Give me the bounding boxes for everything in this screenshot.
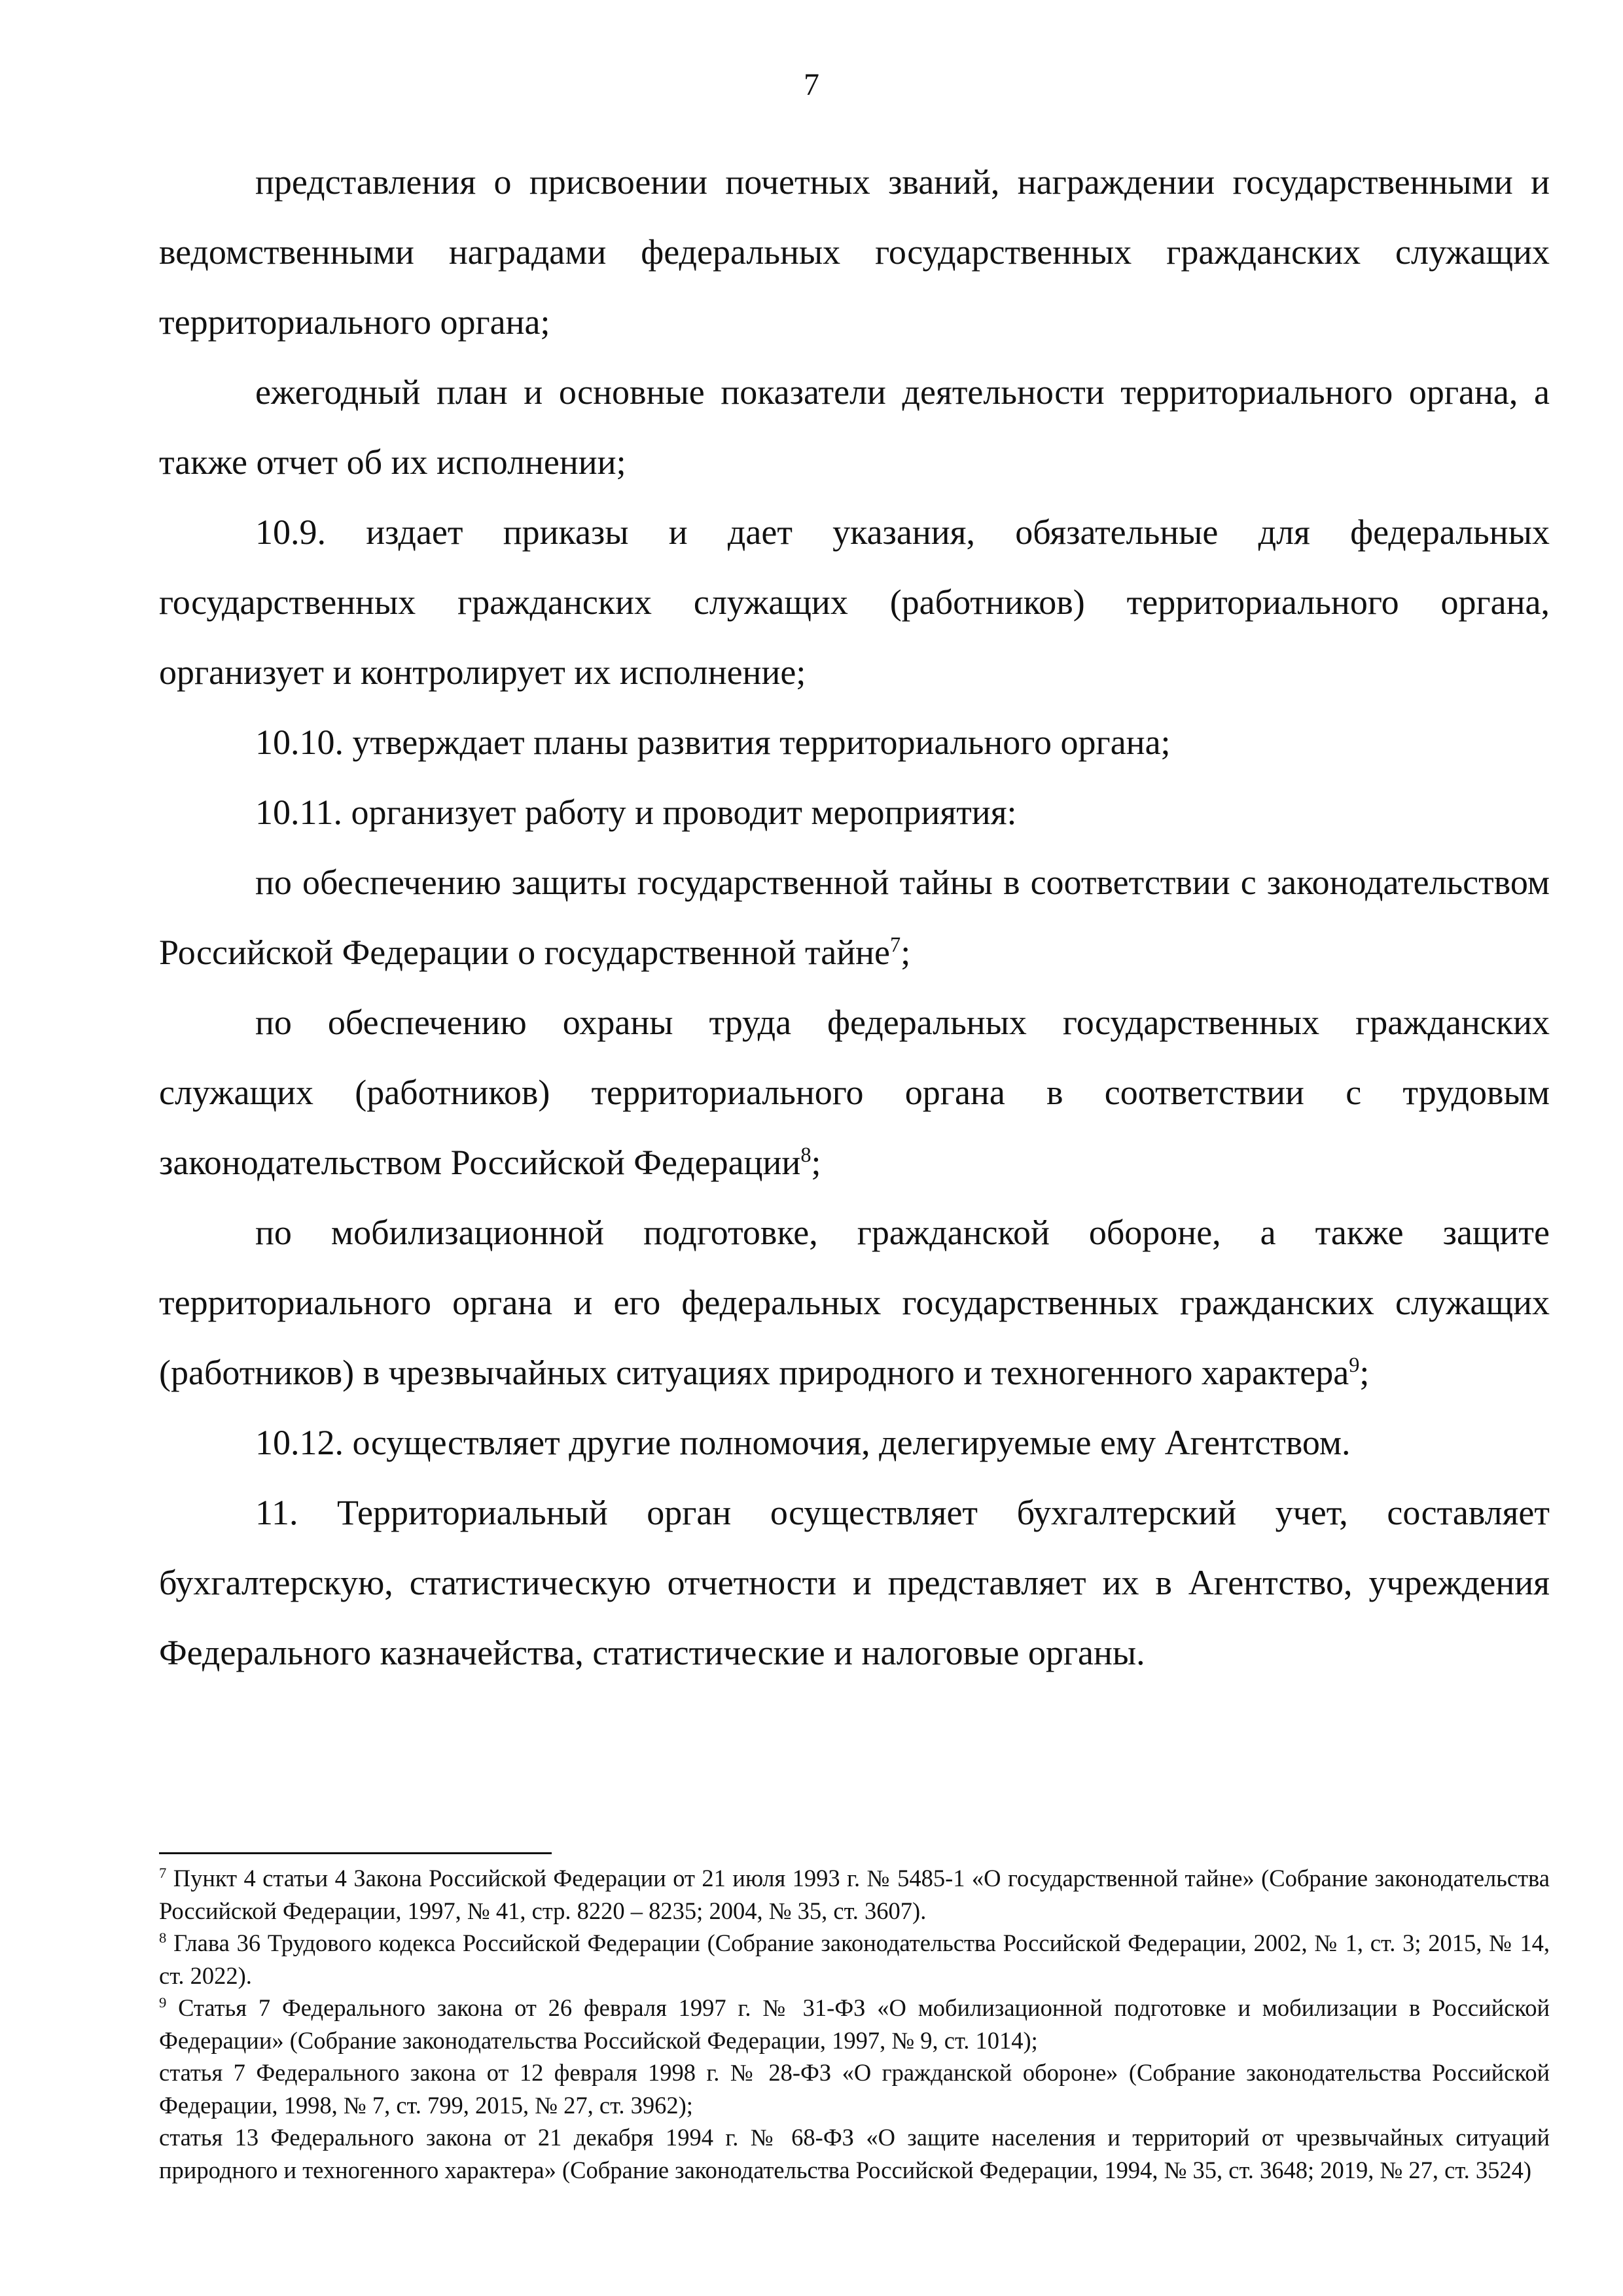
paragraph-11: 11. Территориальный орган осуществляет бухгалтерский учет, составляет бухгалтерскую, статистическую отчетности и представляет их в Агентство, учреждения Федерального казначейства, статистические и налоговые органы. bbox=[159, 1493, 1550, 1672]
footnote-7: $^7$ Пункт 4 статьи 4 Закона Российской Федерации от 21 июля 1993 г. № 5485-1 «О государственной тайне» (Собрание законодательства Российской Федерации, 1997, № 41, стр. 8220 – 8235; 2004, № 35, ст. 3607). bbox=[159, 1864, 1550, 1924]
footnote-8: $^8$ Глава 36 Трудового кодекса Российской Федерации (Собрание законодательства Российской Федерации, 2002, № 1, ст. 3; 2015, № 14, ст. 2022). bbox=[159, 1929, 1550, 1989]
footnote-9: $^9$ Статья 7 Федерального закона от 26 февраля 1997 г. № 31-ФЗ «О мобилизационной подготовке и мобилизации в Российской Федерации» (Собрание законодательства Российской Федерации, 1997, № 9, ст. 1014); bbox=[159, 1994, 1550, 2054]
footnote-separator bbox=[159, 1852, 552, 1854]
paragraph-annual-plan: ежегодный план и основные показатели деятельности территориального органа, а также отчет об их исполнении; bbox=[159, 372, 1550, 482]
footnote-ref-8[interactable]: 8 bbox=[800, 1143, 812, 1167]
footnote-9-civil-defense: статья 7 Федерального закона от 12 февраля 1998 г. № 28-ФЗ «О гражданской обороне» (Собрание законодательства Российской Федерации, 1998, № 7, ст. 799, 2015, № 27, ст. 3962); bbox=[159, 2059, 1550, 2119]
paragraph-10-10: 10.10. утверждает планы развития территориального органа; bbox=[255, 723, 1171, 762]
footnote-ref-7[interactable]: 7 bbox=[890, 933, 901, 957]
footnote-9-emergency: статья 13 Федерального закона от 21 декабря 1994 г. № 68-ФЗ «О защите населения и территорий от чрезвычайных ситуаций природного и техногенного характера» (Собрание законодательства Российской Федерации, 1994, № 35, ст. 3648; 2019, № 27, ст. 3524) bbox=[159, 2124, 1550, 2183]
paragraph-state-secret: по обеспечению защиты государственной тайны в соответствии с законодательством Российской Федерации о государственной тайне$^7$; bbox=[159, 863, 1550, 972]
paragraph-labor-protection: по обеспечению охраны труда федеральных государственных гражданских служащих (работников) территориального органа в соответствии с трудовым законодательством Российской Федерации$^8$; bbox=[159, 1003, 1550, 1182]
paragraph-10-11: 10.11. организует работу и проводит мероприятия: bbox=[255, 793, 1017, 832]
paragraph-10-12: 10.12. осуществляет другие полномочия, делегируемые ему Агентством. bbox=[255, 1423, 1351, 1462]
document-body bbox=[159, 147, 1550, 1688]
footnotes bbox=[159, 1862, 1550, 2186]
footnote-ref-9[interactable]: 9 bbox=[1349, 1354, 1360, 1377]
paragraph-awards: представления о присвоении почетных званий, награждении государственными и ведомственными наградами федеральных государственных гражданских служащих территориального органа; bbox=[159, 162, 1550, 342]
page-number: 7 bbox=[804, 67, 819, 102]
paragraph-mobilization: по мобилизационной подготовке, гражданской обороне, а также защите территориального органа и его федеральных государственных гражданских служащих (работников) в чрезвычайных ситуациях природного и техногенного характера$^9$; bbox=[159, 1213, 1550, 1392]
paragraph-10-9: 10.9. издает приказы и дает указания, обязательные для федеральных государственных гражданских служащих (работников) территориального органа, организует и контролирует их исполнение; bbox=[159, 512, 1550, 692]
